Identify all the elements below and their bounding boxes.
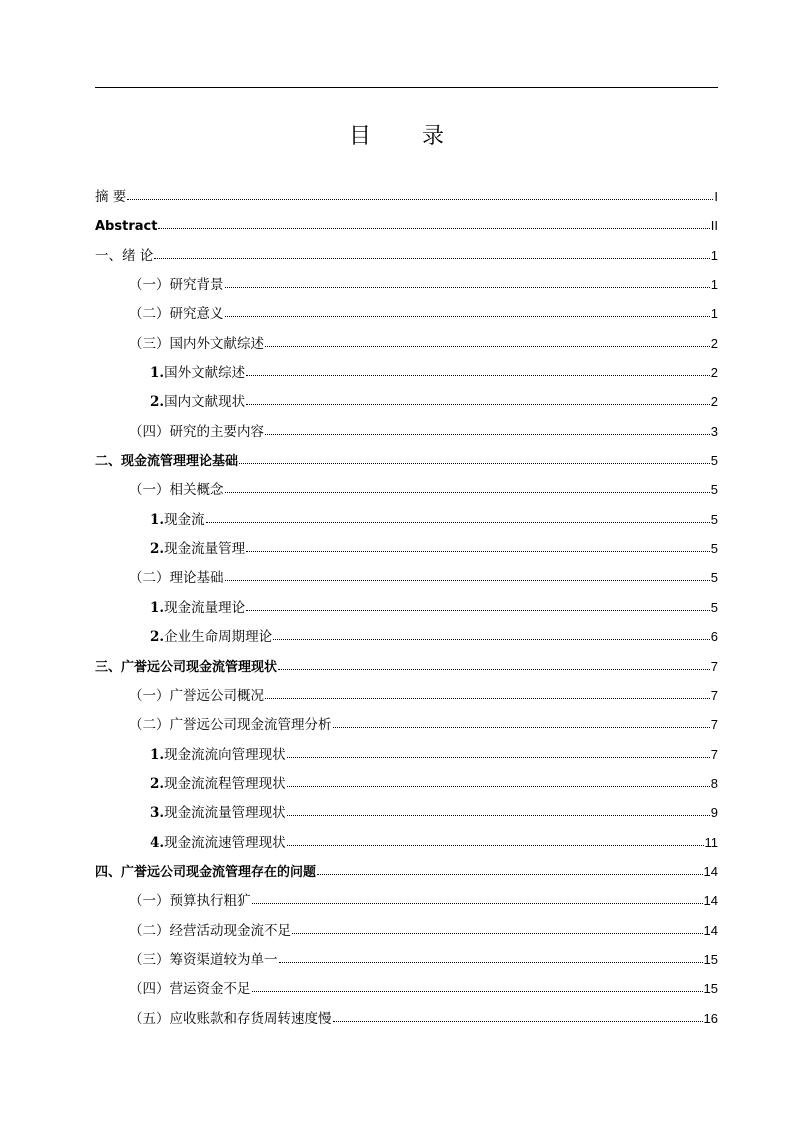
dot-leader xyxy=(225,308,710,318)
toc-entry-label xyxy=(150,506,205,535)
toc-entry-number: 3. xyxy=(150,805,165,822)
toc-entry-label xyxy=(150,829,286,858)
toc-entry[interactable] xyxy=(95,270,718,299)
dot-leader xyxy=(333,719,710,729)
toc-entry[interactable] xyxy=(95,681,718,710)
toc-entry-label: （三）国内外文献综述 xyxy=(129,335,264,352)
toc-entry-page: 5 xyxy=(710,599,718,615)
dot-leader xyxy=(287,837,704,847)
toc-entry-page: I xyxy=(714,189,718,204)
toc-entry[interactable] xyxy=(95,563,718,592)
dot-leader xyxy=(273,631,710,641)
toc-entry[interactable] xyxy=(95,828,718,857)
toc-entry-label: （二）研究意义 xyxy=(129,306,224,323)
toc-entry-label: （四）研究的主要内容 xyxy=(129,423,264,440)
toc-entry-page: 7 xyxy=(710,746,718,762)
toc-entry-text: 国外文献综述 xyxy=(164,365,246,382)
toc-entry[interactable] xyxy=(95,358,718,387)
toc-entry-page: 15 xyxy=(703,981,718,997)
toc-entry-page: 1 xyxy=(710,306,718,322)
toc-entry[interactable] xyxy=(95,299,718,328)
toc-entry-number: 1. xyxy=(150,511,165,528)
toc-entry-label: （一）预算执行粗犷 xyxy=(129,893,251,910)
page-title: 目 录 xyxy=(349,124,466,149)
dot-leader xyxy=(292,925,703,935)
toc-entry-page: 14 xyxy=(703,893,718,909)
toc-entry-text: 现金流流程管理现状 xyxy=(164,775,286,792)
toc-entry-label: （一）相关概念 xyxy=(129,482,224,499)
toc-entry-page: 7 xyxy=(710,658,718,674)
toc-entry-label: （三）筹资渠道较为单一 xyxy=(129,951,278,968)
dot-leader xyxy=(206,514,710,524)
toc-entry[interactable] xyxy=(95,475,718,504)
toc-entry-text: 现金流流量管理现状 xyxy=(164,805,286,822)
dot-leader xyxy=(265,338,710,348)
dot-leader xyxy=(246,543,710,553)
toc-entry-label xyxy=(150,594,245,623)
dot-leader xyxy=(333,1013,703,1023)
toc-entry-label: （五）应收账款和存货周转速度慢 xyxy=(129,1010,332,1027)
toc-entry-page: II xyxy=(710,218,718,234)
dot-leader xyxy=(287,749,710,759)
toc-entry-number: 2. xyxy=(150,394,165,411)
toc-entry-number: 1. xyxy=(150,365,165,382)
toc-entry-page: 1 xyxy=(710,247,718,263)
dot-leader xyxy=(158,220,709,230)
dot-leader xyxy=(265,690,710,700)
toc-entry[interactable] xyxy=(95,387,718,416)
toc-entry[interactable] xyxy=(95,534,718,563)
toc-entry-label: （二）广誉远公司现金流管理分析 xyxy=(129,717,332,734)
dot-leader xyxy=(246,396,710,406)
toc-entry[interactable] xyxy=(95,710,718,739)
toc-entry[interactable] xyxy=(95,505,718,534)
toc-entry-text: 现金流量管理 xyxy=(164,541,246,558)
toc-entry-text: 现金流流向管理现状 xyxy=(164,746,286,763)
toc-entry-label xyxy=(150,799,286,828)
toc-entry-label xyxy=(150,623,272,652)
toc-entry-page: 5 xyxy=(710,453,718,469)
toc-entry-number: 2. xyxy=(150,775,165,792)
toc-entry-page: 14 xyxy=(703,922,718,938)
dot-leader xyxy=(265,426,710,436)
dot-leader xyxy=(246,367,710,377)
toc-entry-label: 一、绪 论 xyxy=(95,247,154,264)
toc-entry[interactable] xyxy=(95,916,718,945)
toc-entry-page: 8 xyxy=(710,775,718,791)
dot-leader xyxy=(239,455,710,465)
toc-list xyxy=(95,182,718,1033)
toc-entry-page: 16 xyxy=(703,1010,718,1026)
toc-entry-page: 15 xyxy=(703,951,718,967)
toc-entry[interactable] xyxy=(95,798,718,827)
toc-entry[interactable] xyxy=(95,211,718,240)
toc-entry[interactable] xyxy=(95,417,718,446)
dot-leader xyxy=(127,191,713,201)
toc-entry-page: 1 xyxy=(710,277,718,293)
toc-entry[interactable] xyxy=(95,740,718,769)
dot-leader xyxy=(154,250,709,260)
toc-entry[interactable] xyxy=(95,886,718,915)
dot-leader xyxy=(225,484,710,494)
dot-leader xyxy=(287,778,710,788)
toc-entry-page: 6 xyxy=(710,629,718,645)
toc-entry[interactable] xyxy=(95,857,718,886)
toc-entry-number: 4. xyxy=(150,834,165,851)
toc-entry[interactable] xyxy=(95,1004,718,1033)
toc-entry-label: （四）营运资金不足 xyxy=(129,981,251,998)
toc-entry-page: 3 xyxy=(710,423,718,439)
toc-entry-text: 现金流 xyxy=(164,511,205,528)
toc-entry-label: （一）广誉远公司概况 xyxy=(129,687,264,704)
toc-entry-page: 14 xyxy=(703,863,718,879)
toc-entry-page: 11 xyxy=(704,834,718,850)
toc-entry-label xyxy=(150,388,245,417)
toc-entry-text: 企业生命周期理论 xyxy=(164,629,273,646)
toc-entry[interactable] xyxy=(95,974,718,1003)
dot-leader xyxy=(287,807,710,817)
toc-entry-text: 国内文献现状 xyxy=(164,394,246,411)
toc-entry-label xyxy=(150,741,286,770)
toc-entry-label: 三、广誉远公司现金流管理现状 xyxy=(95,659,278,675)
toc-entry-label: 摘 要 xyxy=(95,189,127,205)
dot-leader xyxy=(252,983,703,993)
toc-entry-number: 2. xyxy=(150,541,165,558)
toc-entry-number: 1. xyxy=(150,746,165,763)
dot-leader xyxy=(278,661,710,671)
toc-entry-label xyxy=(150,770,286,799)
toc-entry[interactable] xyxy=(95,652,718,681)
toc-entry[interactable] xyxy=(95,182,718,211)
toc-entry-text: 现金流量理论 xyxy=(164,599,246,616)
toc-entry[interactable] xyxy=(95,622,718,651)
toc-entry[interactable] xyxy=(95,446,718,475)
toc-entry-page: 5 xyxy=(710,482,718,498)
dot-leader xyxy=(225,279,710,289)
toc-entry-page: 5 xyxy=(710,511,718,527)
dot-leader xyxy=(279,954,703,964)
toc-entry-page: 9 xyxy=(710,805,718,821)
toc-entry-label: （二）理论基础 xyxy=(129,570,224,587)
toc-entry-page: 7 xyxy=(710,687,718,703)
toc-entry-label: 四、广誉远公司现金流管理存在的问题 xyxy=(95,864,317,880)
toc-entry-label: Abstract xyxy=(95,219,158,235)
toc-entry-page: 2 xyxy=(710,394,718,410)
toc-entry-label: 二、现金流管理理论基础 xyxy=(95,454,239,470)
toc-entry-text: 现金流流速管理现状 xyxy=(164,834,286,851)
toc-entry-number: 2. xyxy=(150,629,165,646)
toc-entry-page: 2 xyxy=(710,335,718,351)
toc-entry-page: 2 xyxy=(710,365,718,381)
dot-leader xyxy=(246,602,710,612)
dot-leader xyxy=(317,866,703,876)
toc-entry-number: 1. xyxy=(150,599,165,616)
toc-entry[interactable] xyxy=(95,329,718,358)
toc-entry-label xyxy=(150,359,245,388)
toc-entry[interactable] xyxy=(95,945,718,974)
toc-entry[interactable] xyxy=(95,241,718,270)
toc-entry-page: 7 xyxy=(710,717,718,733)
toc-entry-label xyxy=(150,535,245,564)
toc-entry-page: 5 xyxy=(710,570,718,586)
toc-entry-label: （一）研究背景 xyxy=(129,277,224,294)
dot-leader xyxy=(225,572,710,582)
header-rule xyxy=(95,87,718,88)
toc-entry[interactable] xyxy=(95,769,718,798)
toc-entry-page: 5 xyxy=(710,541,718,557)
toc-entry-label: （二）经营活动现金流不足 xyxy=(129,922,291,939)
dot-leader xyxy=(252,895,703,905)
toc-entry[interactable] xyxy=(95,593,718,622)
